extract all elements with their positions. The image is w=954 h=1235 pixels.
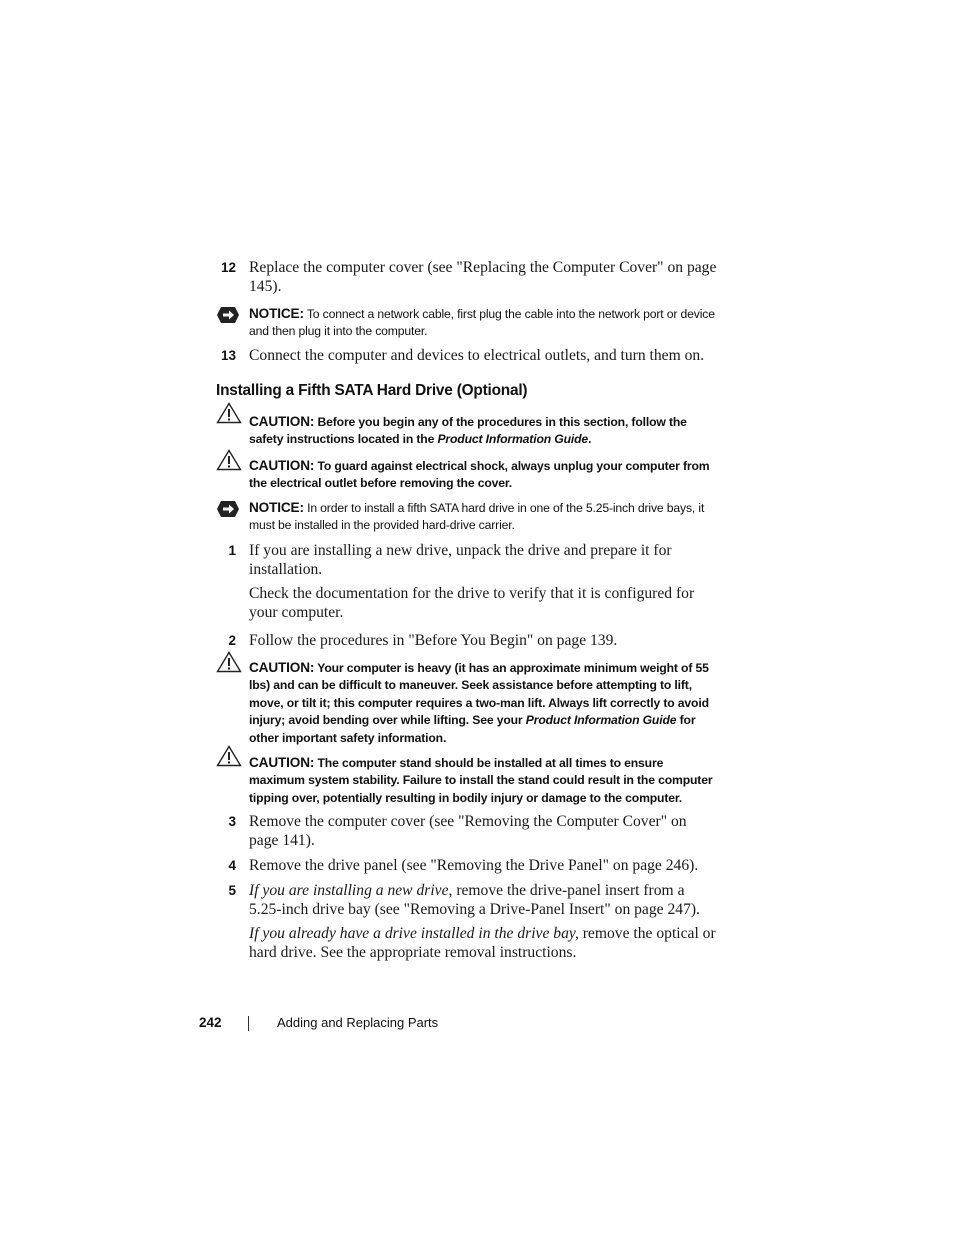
step-text: Connect the computer and devices to electrical outlets, and turn them on. [249,347,705,364]
step-text: Remove the computer cover (see "Removing the Computer Cover" on page 141). [249,813,687,849]
step-number: 1 [228,543,236,558]
step-number: 3 [228,814,236,829]
step-italic-lead: If you already have a drive installed in the drive bay, [249,925,579,942]
caution-tail: . [588,432,592,447]
notice-label: NOTICE: [249,500,304,515]
caution-icon [216,449,242,471]
caution-label: CAUTION: [249,660,315,675]
notice-2 [249,499,717,535]
step-text: Replace the computer cover (see "Replacing the Computer Cover" on page 145). [249,259,717,295]
caution-4 [249,754,717,807]
caution-3 [249,659,717,747]
notice-icon [216,305,240,325]
step-text: Follow the procedures in "Before You Begin" on page 139. [249,632,618,649]
caution-text: The computer stand should be installed at all times to ensure maximum system stability. Failure to install the stand could result in the computer tipping over, potentially resulting in bodily injury or damage to the computer. [249,756,713,805]
notice-label: NOTICE: [249,306,304,321]
caution-label: CAUTION: [249,414,315,429]
notice-text: To connect a network cable, first plug the cable into the network port or device and then plug it into the computer. [249,307,715,339]
step-italic-lead: If you are installing a new drive [249,882,449,899]
footer-chapter-title: Adding and Replacing Parts [277,1015,439,1030]
step-text: Remove the drive panel (see "Removing the Drive Panel" on page 246). [249,857,699,874]
caution-label: CAUTION: [249,755,315,770]
notice-icon [216,499,240,519]
step-1-detail: Check the documentation for the drive to verify that it is configured for your computer. [249,585,695,621]
notice-text: In order to install a fifth SATA hard drive in one of the 5.25-inch drive bays, it must be installed in the provided hard-drive carrier. [249,501,705,533]
step-text: If you are installing a new drive, unpack the drive and prepare it for installation. [249,542,672,578]
section-heading: Installing a Fifth SATA Hard Drive (Optional) [216,382,528,399]
caution-tail: for other important safety information. [249,713,696,745]
caution-1 [249,413,717,449]
footer-separator [248,1016,249,1031]
step-number: 12 [220,260,236,275]
step-number: 4 [228,858,236,873]
caution-text: To guard against electrical shock, always unplug your computer from the electrical outlet before removing the cover. [249,459,710,491]
caution-label: CAUTION: [249,458,315,473]
caution-2 [249,457,717,493]
page-number: 242 [199,1015,222,1030]
step-body: remove the optical or hard drive. See the appropriate removal instructions. [249,925,716,961]
step-number: 2 [228,633,236,648]
step-text [249,881,719,919]
caution-icon [216,745,242,767]
step-number: 5 [228,883,236,898]
caution-icon [216,651,242,673]
caution-icon [216,402,242,424]
caution-text: Your computer is heavy (it has an approximate minimum weight of 55 lbs) and can be difficult to maneuver. Seek assistance before attempting to lift, move, or tilt it; this computer requires a two-man lift. Always lift correctly to avoid injury; avoid bending over while lifting. See your [249,661,709,728]
step-body: , remove the drive-panel insert from a 5.25-inch drive bay (see "Removing a Drive-Panel Insert" on page 247). [249,882,700,918]
caution-text: Before you begin any of the procedures in this section, follow the safety instructions located in the [249,415,687,447]
caution-italic-ref: Product Information Guide [437,432,589,447]
notice-1 [249,305,717,341]
step-5-detail [249,924,719,962]
step-number: 13 [220,348,236,363]
caution-italic-ref: Product Information Guide [525,713,677,728]
